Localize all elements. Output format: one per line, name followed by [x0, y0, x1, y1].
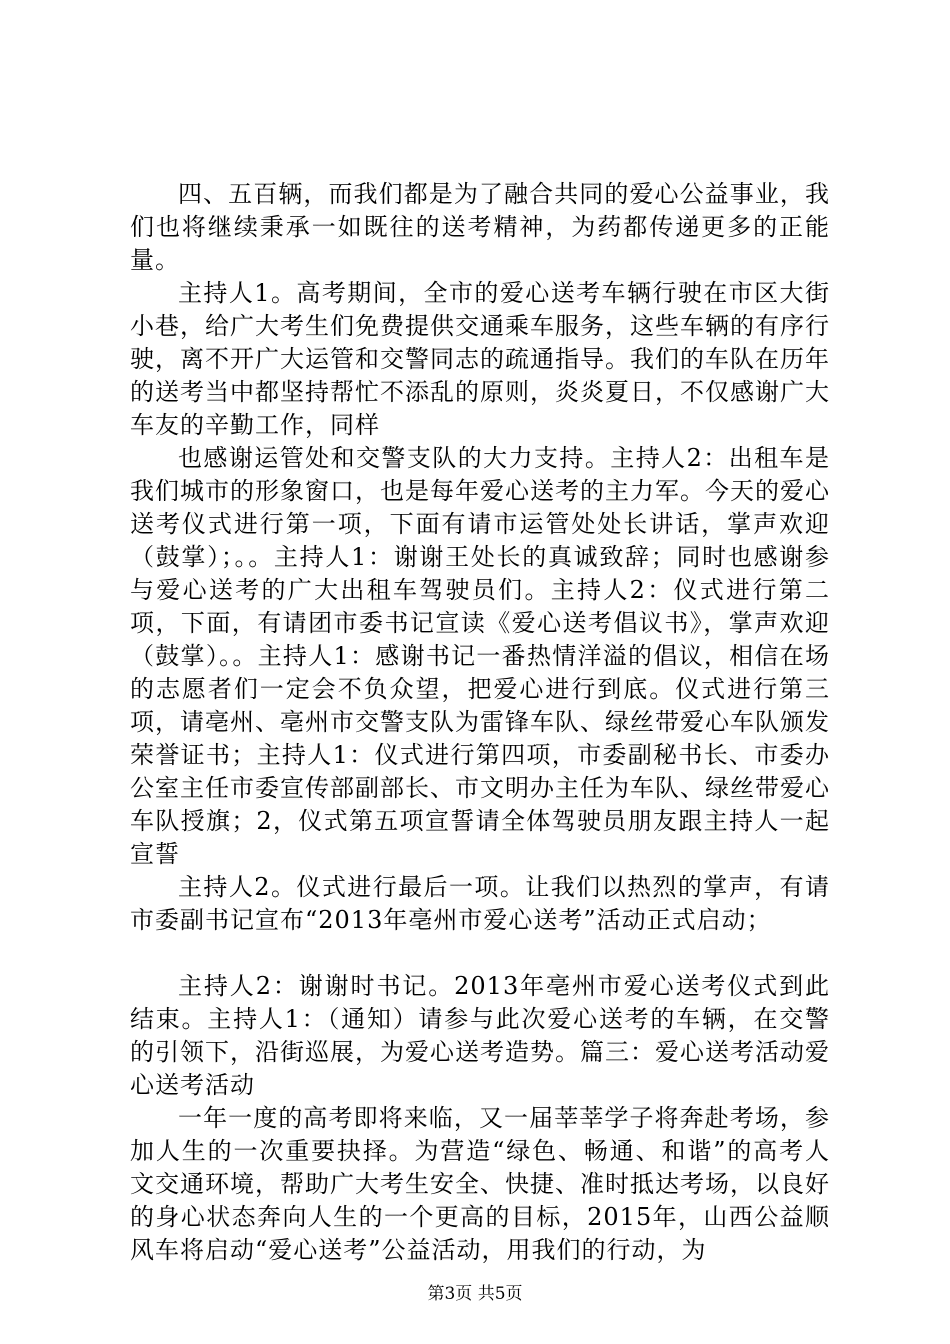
- paragraph: 四、五百辆，而我们都是为了融合共同的爱心公益事业，我们也将继续秉承一如既往的送考精神，为药都传递更多的正能量。: [130, 180, 830, 274]
- paragraph: 主持人1。高考期间，全市的爱心送考车辆行驶在市区大街小巷，给广大考生们免费提供交通乘车服务，这些车辆的有序行驶，离不开广大运管和交警同志的疏通指导。我们的车队在历年的送考当中都坚持帮忙不添乱的原则，炎炎夏日，不仅感谢广大车友的辛勤工作，同样: [130, 279, 830, 439]
- paragraph: 主持人2。仪式进行最后一项。让我们以热烈的掌声，有请市委副书记宣布“2013年亳州市爱心送考”活动正式启动；: [130, 873, 830, 934]
- paragraph-gap: [130, 937, 830, 970]
- body-text: [130, 178, 830, 1267]
- page-number-footer: 第3页 共5页: [427, 1284, 523, 1304]
- paragraph: 一年一度的高考即将来临，又一届莘莘学子将奔赴考场，参加人生的一次重要抉择。为营造“绿色、畅通、和谐”的高考人文交通环境，帮助广大考生安全、快捷、准时抵达考场，以良好的身心状态奔向人生的一个更高的目标，2015年，山西公益顺风车将启动“爱心送考”公益活动，用我们的行动，为: [130, 1104, 830, 1264]
- paragraph: 也感谢运管处和交警支队的大力支持。主持人2：出租车是我们城市的形象窗口，也是每年爱心送考的主力军。今天的爱心送考仪式进行第一项，下面有请市运管处处长讲话，掌声欢迎（鼓掌）；。。主持人1：谢谢王处长的真诚致辞；同时也感谢参与爱心送考的广大出租车驾驶员们。主持人2：仪式进行第二项，下面，有请团市委书记宣读《爱心送考倡议书》，掌声欢迎（鼓掌）。。主持人1：感谢书记一番热情洋溢的倡议，相信在场的志愿者们一定会不负众望，把爱心进行到底。仪式进行第三项，请亳州、亳州市交警支队为雷锋车队、绿丝带爱心车队颁发荣誉证书；主持人1：仪式进行第四项，市委副秘书长、市委办公室主任市委宣传部副部长、市文明办主任为车队、绿丝带爱心车队授旗；2，仪式第五项宣誓请全体驾驶员朋友跟主持人一起宣誓: [130, 444, 830, 868]
- paragraph: 主持人2：谢谢时书记。2013年亳州市爱心送考仪式到此结束。主持人1：（通知）请参与此次爱心送考的车辆，在交警的引领下，沿街巡展，为爱心送考造势。篇三：爱心送考活动爱心送考活动: [130, 972, 830, 1099]
